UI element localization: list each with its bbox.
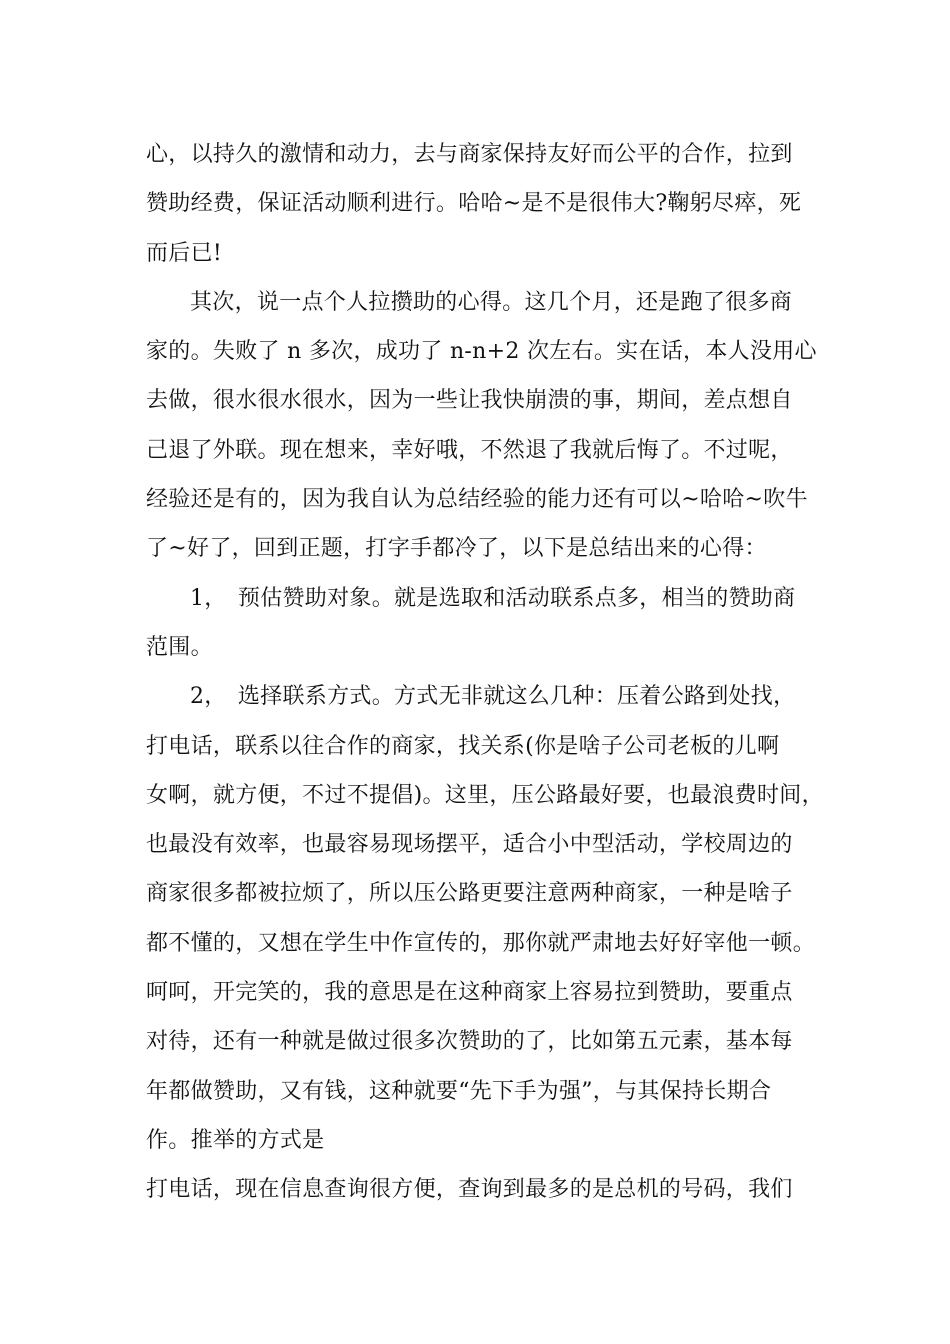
text-line: 其次，说一点个人拉攒助的心得。这几个月，还是跑了很多商	[190, 289, 793, 315]
text-line: 都不懂的，又想在学生中作宣传的，那你就严肃地去好好宰他一顿。	[146, 930, 816, 956]
text-line: 女啊，就方便，不过不提倡)。这里，压公路最好要，也最浪费时间，	[146, 782, 824, 808]
list-item-1: 1， 预估赞助对象。就是选取和活动联系点多，相当的赞助商	[190, 585, 796, 611]
text-line: 对待，还有一种就是做过很多次赞助的了，比如第五元素，基本每	[146, 1029, 793, 1055]
document-body	[146, 130, 826, 1215]
text-line: 家的。失败了 n 多次，成功了 n-n+2 次左右。实在话，本人没用心	[146, 339, 817, 365]
text-line: 了~好了，回到正题，打字手都冷了，以下是总结出来的心得：	[146, 536, 767, 562]
text-line: 心，以持久的激情和动力，去与商家保持友好而公平的合作，拉到	[146, 142, 793, 167]
text-line: 呵呵，开完笑的，我的意思是在这种商家上容易拉到赞助，要重点	[146, 980, 793, 1006]
text-line: 己退了外联。现在想来，幸好哦，不然退了我就后悔了。不过呢，	[146, 437, 793, 463]
text-line: 年都做赞助，又有钱，这种就要“先下手为强”，与其保持长期合	[146, 1078, 772, 1104]
text-line: 经验还是有的，因为我自认为总结经验的能力还有可以~哈哈~吹牛	[146, 487, 808, 513]
text-line: 打电话，联系以往合作的商家，找关系(你是啥子公司老板的儿啊	[146, 733, 780, 759]
text-line: 打电话，现在信息查询很方便，查询到最多的是总机的号码，我们	[146, 1177, 793, 1203]
text-line: 作。推举的方式是	[146, 1127, 325, 1153]
text-line: 而后已!	[146, 240, 223, 266]
text-line: 商家很多都被拉烦了，所以压公路更要注意两种商家，一种是啥子	[146, 881, 793, 907]
text-line: 范围。	[146, 634, 213, 660]
text-line: 赞助经费，保证活动顺利进行。哈哈~是不是很伟大?鞠躬尽瘁，死	[146, 191, 802, 217]
text-line: 也最没有效率，也最容易现场摆平，适合小中型活动，学校周边的	[146, 832, 793, 858]
list-item-2: 2， 选择联系方式。方式无非就这么几种：压着公路到处找，	[190, 684, 796, 710]
text-line: 去做，很水很水很水，因为一些让我快崩溃的事，期间，差点想自	[146, 388, 793, 414]
